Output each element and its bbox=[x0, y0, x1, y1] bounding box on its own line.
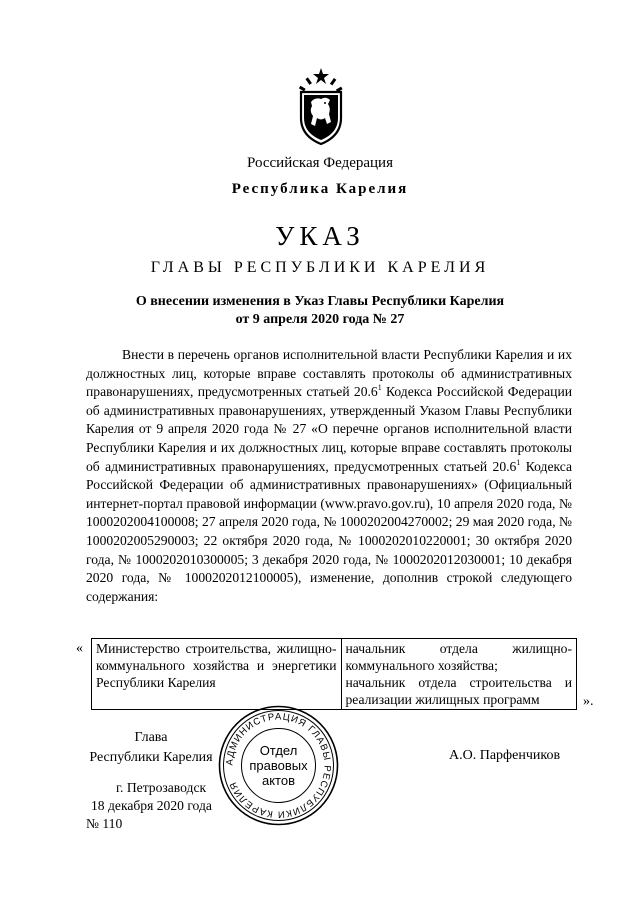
decree-number: № 110 bbox=[86, 816, 123, 831]
stamp-ring-text: АДМИНИСТРАЦИЯ ГЛАВЫ РЕСПУБЛИКИ КАРЕЛИЯ bbox=[224, 711, 333, 820]
stamp-line-3: актов bbox=[261, 773, 296, 788]
close-quote: ». bbox=[583, 694, 594, 709]
signatory-title-line-1: Глава bbox=[134, 730, 168, 745]
stamp-line-1: Отдел bbox=[259, 743, 298, 758]
place-and-date bbox=[86, 779, 212, 833]
body-paragraph bbox=[86, 346, 572, 606]
ministry-cell: Министерство строительства, жилищно-коммунального хозяйства и энергетики Республики Карелия bbox=[92, 639, 342, 710]
signatory-title-line-2: Республики Карелия bbox=[89, 750, 213, 765]
officials-cell bbox=[341, 639, 577, 710]
city: г. Петрозаводск bbox=[116, 780, 207, 795]
document-subject bbox=[0, 293, 640, 329]
official-2: начальник отдела строительства и реализации жилищных программ bbox=[345, 675, 572, 707]
table-row bbox=[92, 639, 577, 710]
subject-line-1: О внесении изменения в Указ Главы Республики Карелия bbox=[135, 294, 505, 309]
signatory-name: А.О. Парфенчиков bbox=[449, 748, 561, 763]
decree-body bbox=[86, 346, 572, 606]
superscript-2: 1 bbox=[516, 457, 521, 467]
official-1: начальник отдела жилищно-коммунального хозяйства; bbox=[345, 641, 572, 673]
karelia-coat-of-arms-icon bbox=[295, 66, 347, 146]
country-name: Российская Федерация bbox=[247, 155, 393, 171]
date: 18 декабря 2020 года bbox=[91, 798, 212, 813]
signatory-title bbox=[86, 728, 216, 768]
issuer: ГЛАВЫ РЕСПУБЛИКИ КАРЕЛИЯ bbox=[150, 259, 490, 276]
stamp-line-2: правовых bbox=[249, 758, 308, 773]
republic-name: Республика Карелия bbox=[231, 181, 409, 197]
added-row-table bbox=[91, 638, 577, 710]
superscript-1: 1 bbox=[377, 383, 382, 393]
body-text-part-3: Кодекса Российской Федерации об административных правонарушениях» (Официальный интернет-портал правовой информации (www.pravo.gov.ru), 10 апреля 2020 года, № 1000202004100008; 27 апреля 2020 года, № 1000202004270002; 29 мая 2020 года, № 1000202005290003; 22 октября 2020 года, № 1000202010220001; 30 октября 2020 года, № 1000202010300005; 3 декабря 2020 года, № 1000202012030001; 10 декабря 2020 года, № 1000202012100005), изменение, дополнив строкой следующего содержания: bbox=[86, 458, 572, 604]
body-text-part-1: Внести в перечень органов исполнительной власти Республики Карелия и их должностных лиц, которые вправе составлять протоколы об административных правонарушениях, предусмотренных статьей 20.6 bbox=[86, 347, 572, 400]
document-type: УКАЗ bbox=[275, 221, 365, 251]
open-quote: « bbox=[76, 641, 83, 656]
subject-line-2: от 9 апреля 2020 года № 27 bbox=[235, 312, 405, 327]
legal-department-stamp bbox=[216, 703, 341, 828]
body-text-part-2: Кодекса Российской Федерации об административных правонарушениях, утвержденный Указом Главы Республики Карелия от 9 апреля 2020 года № 27 «О перечне органов исполнительной власти Республики Карелия и их должностных лиц, которые вправе составлять протоколы об административных правонарушениях, предусмотренных статьей 20.6 bbox=[86, 384, 572, 474]
